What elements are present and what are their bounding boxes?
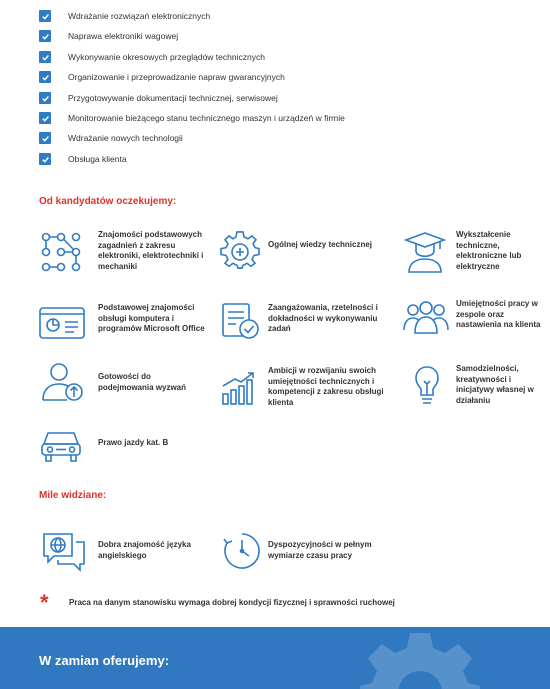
requirement-text: Ambicji w rozwijaniu swoich umiejętności technicznych i kompetencji z zakresu obsługi klienta [268,366,384,407]
nice-to-have-text: Dyspozycyjności w pełnym wymiarze czasu pracy [268,540,372,560]
list-item [39,152,127,166]
checkbox-icon [39,132,51,144]
asterisk-icon: * [40,590,49,615]
gear-icon [360,633,480,689]
browser-chart-icon [39,305,85,339]
car-icon [40,427,82,463]
requirement-text: Umiejętności pracy w zespole oraz nastawienia na klienta [456,299,541,329]
list-item-text: Monitorowanie bieżącego stanu technicznego maszyn i urządzeń w firmie [68,113,345,123]
clock-icon [223,532,261,570]
checkbox-icon [39,153,51,165]
requirement-text: Gotowości do podejmowania wyzwań [98,372,187,392]
list-item-text: Wdrażanie nowych technologii [68,133,183,143]
requirement-text: Zaangażowania, rzetelności i dokładności w wykonywaniu zadań [268,303,378,333]
checkbox-icon [39,10,51,22]
gear-circuit-icon [220,231,260,271]
team-icon [403,300,449,334]
offer-heading: W zamian oferujemy: [39,653,170,668]
checkbox-icon [39,92,51,104]
circuit-icon [40,231,82,273]
requirement-text: Ogólnej wiedzy technicznej [268,240,373,249]
growth-chart-icon [221,370,257,406]
note-text: Praca na danym stanowisku wymaga dobrej kondycji fizycznej i sprawności ruchowej [69,598,395,607]
user-upload-icon [41,362,83,402]
list-item-text: Obsługa klienta [68,154,127,164]
list-item [39,50,265,64]
list-item [39,29,178,43]
checkbox-icon [39,71,51,83]
document-check-icon [222,302,260,340]
requirement-text: Znajomości podstawowych zagadnień z zakresu elektroniki, elektrotechniki i mechaniki [98,230,204,271]
list-item-text: Wdrażanie rozwiązań elektronicznych [68,11,211,21]
list-item-text: Naprawa elektroniki wagowej [68,31,179,41]
list-item-text: Organizowanie i przeprowadzanie napraw gwarancyjnych [68,72,285,82]
requirement-text: Prawo jazdy kat. B [98,438,169,447]
list-item-text: Przygotowywanie dokumentacji technicznej, serwisowej [68,93,278,103]
chat-globe-icon [42,530,86,572]
nice-to-have-heading: Mile widziane: [39,490,107,501]
requirement-text: Wykształcenie techniczne, elektroniczne lub elektryczne [456,230,522,271]
list-item [39,70,285,84]
requirement-text: Samodzielności, kreatywności i inicjatywy własnej w działaniu [456,364,534,405]
list-item [39,91,278,105]
list-item [39,111,345,125]
list-item [39,9,210,23]
list-item-text: Wykonywanie okresowych przeglądów technicznych [68,52,265,62]
graduate-icon [404,231,446,273]
checkbox-icon [39,51,51,63]
expectations-heading: Od kandydatów oczekujemy: [39,196,177,207]
lightbulb-icon [414,365,440,407]
checkbox-icon [39,30,51,42]
offer-banner [0,627,550,689]
list-item [39,131,183,145]
checkbox-icon [39,112,51,124]
requirement-text: Podstawowej znajomości obsługi komputera i programów Microsoft Office [98,303,205,333]
nice-to-have-text: Dobra znajomość języka angielskiego [98,540,191,560]
